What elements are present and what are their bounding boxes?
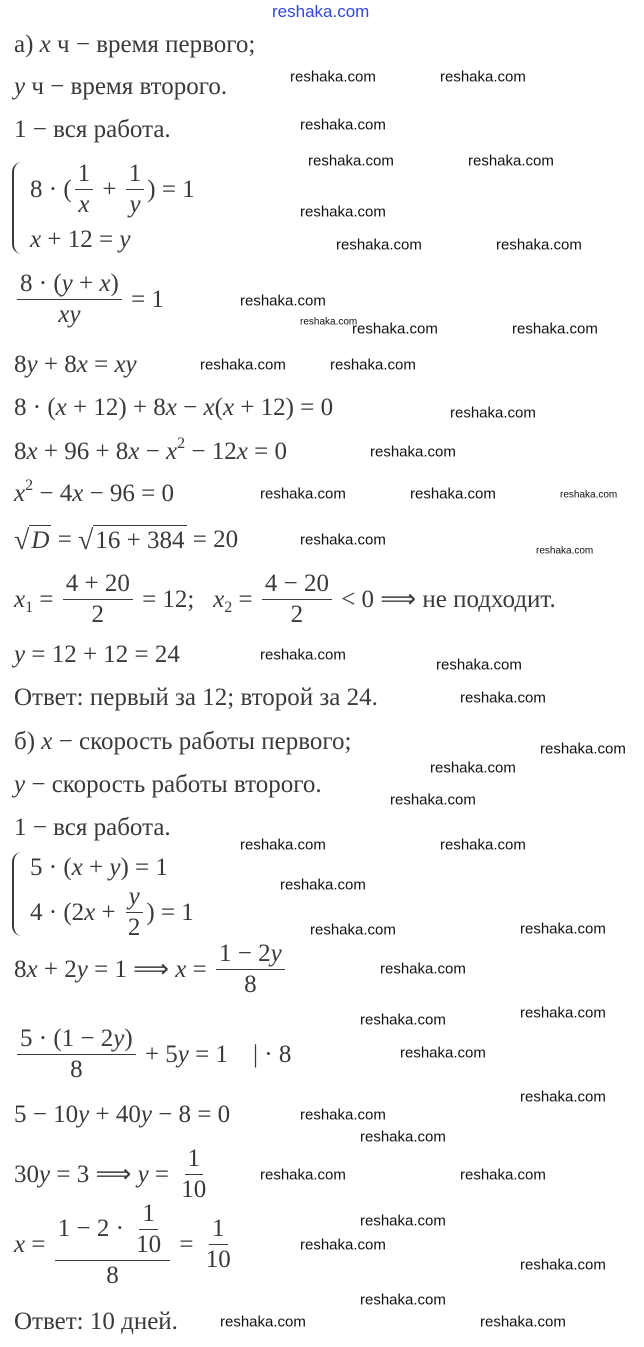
- math-line: [14, 1026, 291, 1084]
- watermark: reshaka.com: [430, 759, 516, 777]
- watermark: reshaka.com: [272, 2, 370, 21]
- fraction: [17, 1026, 136, 1084]
- radical-sign: √: [14, 524, 30, 556]
- watermark: reshaka.com: [390, 791, 476, 809]
- math-text: 1: [77, 160, 91, 187]
- watermark: reshaka.com: [300, 1106, 386, 1124]
- math-text: ) = 1: [147, 175, 195, 203]
- watermark: reshaka.com: [300, 116, 386, 134]
- math-text: 8: [70, 1056, 83, 1084]
- math-text: 8: [106, 1262, 119, 1289]
- math-line: [14, 115, 171, 145]
- watermark: reshaka.com: [480, 1313, 566, 1331]
- math-variable: y: [39, 1160, 51, 1188]
- math-text: = 0: [247, 438, 287, 465]
- math-line: [14, 813, 171, 843]
- watermark: reshaka.com: [360, 1291, 446, 1309]
- math-text: − 8 = 0: [151, 1101, 231, 1128]
- math-line: [14, 770, 322, 800]
- math-text: = 1 ⟹: [87, 955, 176, 983]
- math-text: − скорость работы первого;: [52, 728, 352, 755]
- math-line: [14, 727, 351, 757]
- math-line: [14, 350, 137, 380]
- watermark: reshaka.com: [560, 489, 618, 501]
- watermark: reshaka.com: [520, 1004, 606, 1022]
- math-text: + 2: [37, 955, 77, 983]
- fraction-denominator: [125, 913, 144, 941]
- math-variable: xy: [114, 351, 137, 378]
- fraction: [125, 884, 144, 942]
- watermark: reshaka.com: [520, 1256, 606, 1274]
- watermark: reshaka.com: [540, 740, 626, 758]
- radical-sign: √: [78, 524, 94, 556]
- math-variable: x: [26, 438, 38, 465]
- math-text: 1 − вся работа.: [14, 116, 171, 143]
- fraction-denominator: [178, 1175, 209, 1203]
- watermark: reshaka.com: [240, 836, 326, 854]
- math-text: 16 + 384: [95, 526, 185, 554]
- square-root: [14, 525, 51, 556]
- math-variable: x: [26, 955, 38, 983]
- math-variable: y: [14, 73, 26, 100]
- math-text: 8: [14, 351, 27, 378]
- math-line: [30, 161, 195, 219]
- watermark: reshaka.com: [260, 646, 346, 664]
- math-text: =: [186, 955, 213, 983]
- math-variable: y: [109, 854, 121, 881]
- math-text: 2: [127, 914, 141, 942]
- math-text: = 12 + 12 = 24: [25, 641, 180, 668]
- fraction-numerator: [185, 1146, 204, 1175]
- math-text: = 12;: [135, 585, 214, 613]
- math-text: б): [14, 728, 42, 755]
- math-variable: xy: [58, 301, 81, 329]
- watermark: reshaka.com: [436, 656, 522, 674]
- math-text: ч − время второго.: [25, 73, 228, 100]
- math-text: 5 · (1 − 2: [20, 1025, 114, 1052]
- fraction-numerator: [17, 271, 122, 300]
- fraction-denominator: [55, 300, 83, 328]
- math-text: +: [72, 270, 100, 297]
- watermark: reshaka.com: [360, 1212, 446, 1230]
- fraction: [75, 161, 94, 219]
- watermark: reshaka.com: [260, 1166, 346, 1184]
- math-text: 8 · (: [20, 270, 62, 297]
- math-text: +: [95, 898, 122, 926]
- math-text: + 12 =: [41, 226, 120, 253]
- math-variable: y: [14, 641, 26, 668]
- superscript: 2: [25, 477, 34, 494]
- math-text: +: [96, 175, 123, 203]
- fraction: [178, 1146, 209, 1204]
- math-text: − 12: [185, 438, 237, 465]
- math-text: 10: [205, 1246, 231, 1274]
- fraction: [216, 941, 285, 999]
- math-text: + 12) + 8: [66, 394, 166, 421]
- watermark: reshaka.com: [460, 1166, 546, 1184]
- fraction-numerator: [75, 161, 94, 190]
- math-text: =: [173, 1230, 200, 1258]
- math-text: = 20: [186, 526, 239, 553]
- math-text: 1: [187, 1145, 201, 1172]
- watermark: reshaka.com: [520, 1088, 606, 1106]
- fraction-numerator: [17, 1026, 136, 1055]
- watermark: reshaka.com: [400, 1044, 486, 1062]
- square-root: [78, 525, 186, 556]
- watermark: reshaka.com: [380, 960, 466, 978]
- math-text: 10: [181, 1176, 207, 1204]
- math-line: [30, 884, 194, 942]
- math-line: [14, 941, 288, 999]
- fraction-numerator: [55, 1201, 170, 1262]
- watermark: reshaka.com: [370, 443, 456, 461]
- math-text: + 8: [37, 351, 77, 378]
- radicand: [93, 525, 186, 556]
- math-line: [14, 1100, 230, 1130]
- math-line: [30, 225, 130, 255]
- watermark: reshaka.com: [496, 236, 582, 254]
- math-text: = 1 | · 8: [188, 1040, 292, 1068]
- fraction-denominator: [203, 1245, 234, 1273]
- math-line: [14, 1307, 178, 1337]
- math-variable: x: [213, 585, 225, 613]
- fraction-denominator: [89, 600, 108, 628]
- math-variable: x: [128, 438, 140, 465]
- math-text: 2: [91, 601, 105, 629]
- fraction: [133, 1201, 164, 1259]
- math-text: =: [25, 1230, 52, 1258]
- math-line: [14, 393, 333, 423]
- math-text: 8: [14, 955, 27, 983]
- fraction-numerator: [126, 884, 143, 913]
- math-variable: y: [78, 1101, 90, 1128]
- math-variable: x: [41, 728, 53, 755]
- math-text: 2: [290, 601, 304, 629]
- math-text: Ответ: 10 дней.: [14, 1308, 178, 1335]
- math-text: ч − время первого;: [50, 31, 256, 58]
- watermark: reshaka.com: [300, 1236, 386, 1254]
- watermark: reshaka.com: [308, 152, 394, 170]
- math-variable: x: [236, 438, 248, 465]
- math-variable: y: [177, 1040, 189, 1068]
- watermark: reshaka.com: [520, 920, 606, 938]
- math-variable: D: [31, 526, 50, 554]
- math-text: (: [214, 394, 223, 421]
- superscript: 2: [177, 435, 186, 452]
- fraction: [17, 271, 122, 329]
- watermark: reshaka.com: [360, 1011, 446, 1029]
- math-variable: x: [84, 898, 96, 926]
- math-text: ) = 1: [146, 898, 194, 926]
- fraction-denominator: [67, 1055, 86, 1083]
- watermark: reshaka.com: [200, 356, 286, 374]
- math-variable: y: [270, 940, 282, 967]
- math-text: − 4: [33, 480, 73, 507]
- watermark: reshaka.com: [300, 531, 386, 549]
- math-variable: y: [113, 1025, 125, 1052]
- watermark: reshaka.com: [310, 921, 396, 939]
- math-variable: x: [72, 480, 84, 507]
- fraction: [63, 571, 133, 629]
- math-text: 10: [136, 1230, 162, 1258]
- math-text: 5 · (: [30, 854, 72, 881]
- fraction-denominator: [75, 190, 92, 218]
- math-text: =: [148, 1160, 176, 1188]
- math-variable: y: [137, 1160, 149, 1188]
- subscript: 2: [224, 598, 233, 616]
- system-brace-a: [12, 162, 22, 254]
- watermark: reshaka.com: [410, 485, 496, 503]
- math-text: 5 − 10: [14, 1101, 79, 1128]
- math-variable: y: [76, 955, 88, 983]
- math-variable: x: [71, 854, 83, 881]
- math-text: ): [110, 270, 119, 297]
- math-line: [14, 571, 556, 629]
- watermark: reshaka.com: [460, 689, 546, 707]
- math-variable: x: [30, 226, 42, 253]
- math-variable: y: [26, 351, 38, 378]
- math-text: 4 · (2: [30, 898, 85, 926]
- watermark: reshaka.com: [290, 68, 376, 86]
- math-line: [14, 683, 378, 713]
- watermark: reshaka.com: [260, 485, 346, 503]
- math-line: [14, 1201, 237, 1290]
- math-variable: x: [55, 394, 67, 421]
- math-text: − 96 = 0: [83, 480, 175, 507]
- math-text: −: [176, 394, 204, 421]
- fraction: [55, 1201, 170, 1290]
- math-line: [14, 1146, 212, 1204]
- math-text: 4 − 20: [264, 570, 329, 597]
- fraction-numerator: [209, 1216, 228, 1245]
- math-text: 1 − 2 ·: [57, 1215, 131, 1243]
- fraction: [262, 571, 332, 629]
- math-text: + 40: [89, 1101, 141, 1128]
- math-text: + 5: [138, 1040, 178, 1068]
- math-variable: x: [39, 31, 51, 58]
- math-text: 30: [14, 1160, 39, 1188]
- fraction: [126, 161, 145, 219]
- math-text: = 3 ⟹: [50, 1160, 138, 1188]
- watermark: reshaka.com: [336, 236, 422, 254]
- watermark: reshaka.com: [536, 545, 594, 557]
- math-variable: x: [14, 480, 26, 507]
- watermark: reshaka.com: [450, 404, 536, 422]
- math-text: −: [139, 438, 167, 465]
- watermark: reshaka.com: [240, 292, 326, 310]
- math-text: 8 · (: [30, 175, 72, 203]
- math-variable: x: [76, 351, 88, 378]
- math-variable: y: [14, 771, 26, 798]
- math-text: 1 − вся работа.: [14, 814, 171, 841]
- watermark: reshaka.com: [330, 356, 416, 374]
- math-line: [14, 271, 164, 329]
- math-variable: x: [99, 270, 111, 297]
- math-text: ): [124, 1025, 133, 1052]
- math-text: 8 · (: [14, 394, 56, 421]
- fraction-denominator: [241, 970, 260, 998]
- math-text: =: [33, 585, 60, 613]
- math-variable: x: [203, 394, 215, 421]
- watermark: reshaka.com: [468, 152, 554, 170]
- math-line: [30, 853, 168, 883]
- math-line: [14, 30, 255, 60]
- math-variable: y: [119, 226, 131, 253]
- math-text: + 12) = 0: [234, 394, 334, 421]
- math-variable: x: [222, 394, 235, 421]
- fraction-numerator: [126, 161, 145, 190]
- math-text: =: [51, 526, 79, 553]
- math-text: < 0 ⟹ не подходит.: [334, 585, 556, 613]
- watermark: reshaka.com: [440, 68, 526, 86]
- fraction-numerator: [63, 571, 133, 600]
- math-line: [14, 437, 287, 467]
- watermark: reshaka.com: [352, 320, 438, 338]
- math-text: 1: [212, 1215, 225, 1243]
- math-variable: y: [129, 191, 141, 219]
- fraction: [203, 1216, 234, 1274]
- watermark: reshaka.com: [360, 1128, 446, 1146]
- math-line: [14, 479, 174, 509]
- math-variable: y: [61, 270, 73, 297]
- math-text: 8: [14, 438, 27, 465]
- fraction-denominator: [288, 600, 307, 628]
- math-variable: x: [166, 438, 178, 465]
- math-variable: x: [165, 394, 177, 421]
- math-text: +: [82, 854, 110, 881]
- math-text: 1 − 2: [219, 940, 271, 967]
- math-text: 1: [128, 160, 142, 187]
- math-text: 4 + 20: [65, 570, 130, 597]
- watermark: reshaka.com: [440, 836, 526, 854]
- math-line: [14, 640, 180, 670]
- math-text: а): [14, 31, 40, 58]
- math-variable: x: [14, 1230, 26, 1258]
- math-text: + 96 + 8: [37, 438, 129, 465]
- fraction-denominator: [103, 1261, 122, 1289]
- math-variable: x: [78, 191, 90, 219]
- watermark: reshaka.com: [300, 316, 358, 328]
- math-variable: y: [140, 1101, 152, 1128]
- fraction-numerator: [139, 1201, 158, 1230]
- watermark: reshaka.com: [220, 1313, 306, 1331]
- math-text: = 1: [124, 285, 164, 313]
- math-line: [14, 525, 238, 556]
- math-variable: x: [14, 585, 26, 613]
- math-text: =: [232, 585, 259, 613]
- radicand: [29, 525, 51, 556]
- fraction-numerator: [262, 571, 332, 600]
- fraction-denominator: [126, 190, 143, 218]
- fraction-numerator: [216, 941, 285, 970]
- math-variable: x: [175, 955, 187, 983]
- fraction-denominator: [133, 1230, 164, 1258]
- math-variable: y: [128, 883, 140, 910]
- math-text: Ответ: первый за 12; второй за 24.: [14, 684, 378, 711]
- math-line: [14, 72, 227, 102]
- math-text: ) = 1: [120, 854, 168, 881]
- math-text: =: [87, 351, 115, 378]
- watermark: reshaka.com: [512, 320, 598, 338]
- watermark: reshaka.com: [280, 876, 366, 894]
- system-brace-b: [12, 852, 22, 936]
- subscript: 1: [25, 598, 34, 616]
- math-text: 8: [244, 971, 257, 999]
- watermark: reshaka.com: [300, 203, 386, 221]
- math-text: 1: [142, 1199, 155, 1227]
- math-text: − скорость работы второго.: [25, 771, 322, 798]
